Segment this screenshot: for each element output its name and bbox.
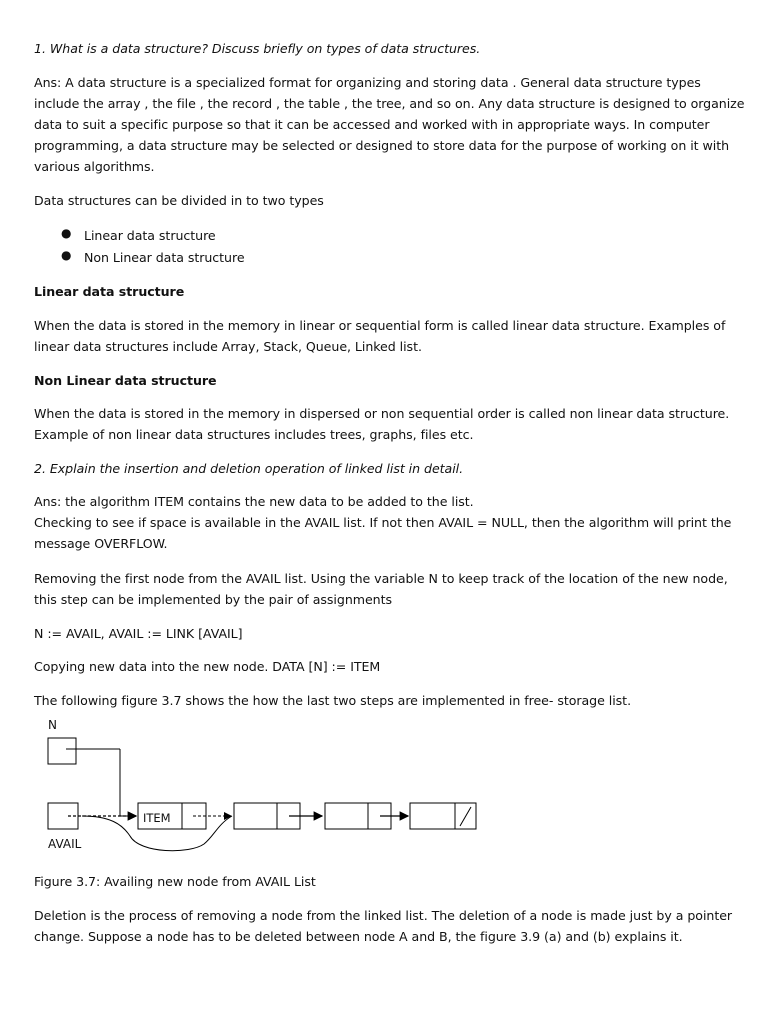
answer-2-line-3: message OVERFLOW. bbox=[34, 536, 168, 551]
label-avail: AVAIL bbox=[48, 837, 82, 851]
bullet-icon: ● bbox=[61, 248, 72, 262]
n-pointer-box bbox=[48, 738, 76, 764]
deletion-line-1: Deletion is the process of removing a node from the linked list. The deletion of a node is made just by a pointer bbox=[34, 908, 733, 923]
remove-line-2: this step can be implemented by the pair of assignments bbox=[34, 592, 393, 607]
answer-1-line-1: Ans: A data structure is a specialized format for organizing and storing data . General data structure types bbox=[34, 75, 701, 90]
nonlinear-line-2: Example of non linear data structures includes trees, graphs, files etc. bbox=[34, 427, 474, 442]
answer-1-line-5: various algorithms. bbox=[34, 159, 155, 174]
assignment-line: N := AVAIL, AVAIL := LINK [AVAIL] bbox=[34, 626, 243, 641]
types-intro: Data structures can be divided in to two types bbox=[34, 193, 324, 208]
linear-line-1: When the data is stored in the memory in linear or sequential form is called linear data structure. Examples of bbox=[34, 318, 726, 333]
nonlinear-heading: Non Linear data structure bbox=[34, 373, 217, 388]
deletion-line-2: change. Suppose a node has to be deleted between node A and B, the figure 3.9 (a) and (b) explains it. bbox=[34, 929, 683, 944]
type-nonlinear: Non Linear data structure bbox=[84, 250, 245, 265]
nonlinear-line-1: When the data is stored in the memory in dispersed or non sequential order is called non linear data structure. bbox=[34, 406, 730, 421]
linear-line-2: linear data structures include Array, Stack, Queue, Linked list. bbox=[34, 339, 422, 354]
null-pointer-slash bbox=[460, 807, 471, 826]
figure-caption: Figure 3.7: Availing new node from AVAIL List bbox=[34, 874, 316, 889]
answer-2-line-1: Ans: the algorithm ITEM contains the new data to be added to the list. bbox=[34, 494, 474, 509]
answer-1-line-2: include the array , the file , the record , the table , the tree, and so on. Any data structure is designed to organize bbox=[34, 96, 745, 111]
label-item: ITEM bbox=[143, 811, 171, 825]
copy-line: Copying new data into the new node. DATA [N] := ITEM bbox=[34, 659, 381, 674]
answer-1-line-4: programming, a data structure may be selected or designed to store data for the purpose of working on it with bbox=[34, 138, 730, 153]
answer-2-line-2: Checking to see if space is available in the AVAIL list. If not then AVAIL = NULL, then the algorithm will print the bbox=[34, 515, 732, 530]
figure-intro: The following figure 3.7 shows the how the last two steps are implemented in free- storage list. bbox=[34, 693, 632, 708]
answer-1-line-3: data to suit a specific purpose so that it can be accessed and worked with in appropriate ways. In computer bbox=[34, 117, 710, 132]
question-1: 1. What is a data structure? Discuss briefly on types of data structures. bbox=[34, 41, 481, 56]
bullet-icon: ● bbox=[61, 226, 72, 240]
label-n: N bbox=[48, 718, 57, 732]
remove-line-1: Removing the first node from the AVAIL list. Using the variable N to keep track of the location of the new node, bbox=[34, 571, 728, 586]
linear-heading: Linear data structure bbox=[34, 284, 185, 299]
question-2: 2. Explain the insertion and deletion operation of linked list in detail. bbox=[34, 461, 464, 476]
figure-3-7-diagram bbox=[0, 712, 520, 860]
type-linear: Linear data structure bbox=[84, 228, 216, 243]
